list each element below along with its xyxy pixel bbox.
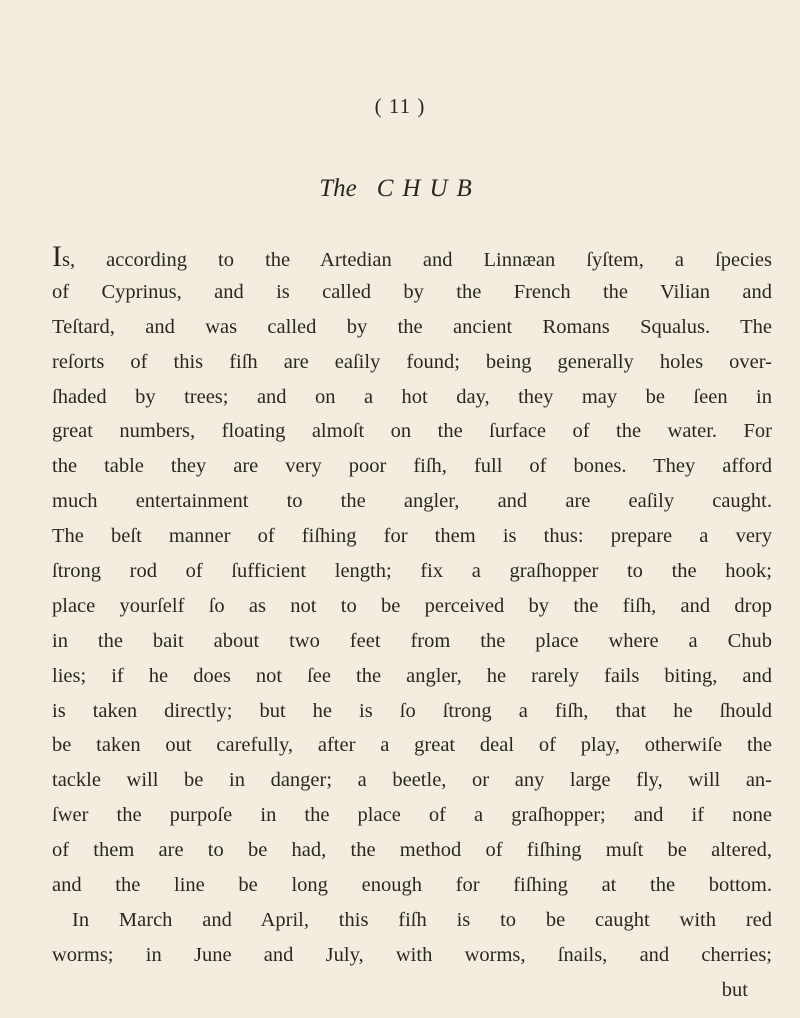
text-line: of Cyprinus, and is called by the French the Vilian and [52,280,772,303]
text-line: be taken out carefully, after a great deal of play, otherwiſe the [52,734,772,757]
drop-cap: I [52,240,62,273]
chapter-title [0,175,800,203]
title-prefix: The [319,175,357,202]
text-line: tackle will be in danger; a beetle, or any large fly, will an- [52,769,772,792]
text-line: in the bait about two feet from the place where a Chub [52,629,772,652]
text-line: place yourſelf ſo as not to be perceived by the fiſh, and drop [52,594,772,617]
text-line: Is, according to the Artedian and Linnæan ſyſtem, a ſpecies [52,240,772,273]
text-line: the table they are very poor fiſh, full of bones. They afford [52,455,772,478]
text-line: is taken directly; but he is ſo ſtrong a fiſh, that he ſhould [52,699,772,722]
page-number: ( 11 ) [374,94,426,118]
text-line: ſtrong rod of ſufficient length; fix a graſhopper to the hook; [52,560,772,583]
text-line: The beſt manner of fiſhing for them is thus: prepare a very [52,525,772,548]
text-line: ſhaded by trees; and on a hot day, they may be ſeen in [52,385,772,408]
text-line: In March and April, this fiſh is to be caught with red [72,908,772,931]
text-line: great numbers, floating almoſt on the ſurface of the water. For [52,420,772,443]
text-line: ſwer the purpoſe in the place of a graſhopper; and if none [52,804,772,827]
catchword: but [721,978,748,1001]
text-line: lies; if he does not ſee the angler, he rarely fails biting, and [52,664,772,687]
title-main: CHUB [376,175,481,202]
text-line: much entertainment to the angler, and are eaſily caught. [52,490,772,513]
text-line: worms; in June and July, with worms, ſnails, and cherries; [52,943,772,966]
text-line: reſorts of this fiſh are eaſily found; being generally holes over- [52,350,772,373]
text-line: and the line be long enough for fiſhing at the bottom. [52,874,772,897]
text-line: of them are to be had, the method of fiſhing muſt be altered, [52,839,772,862]
body-text [52,240,772,1008]
text-line: Teſtard, and was called by the ancient Romans Squalus. The [52,315,772,338]
